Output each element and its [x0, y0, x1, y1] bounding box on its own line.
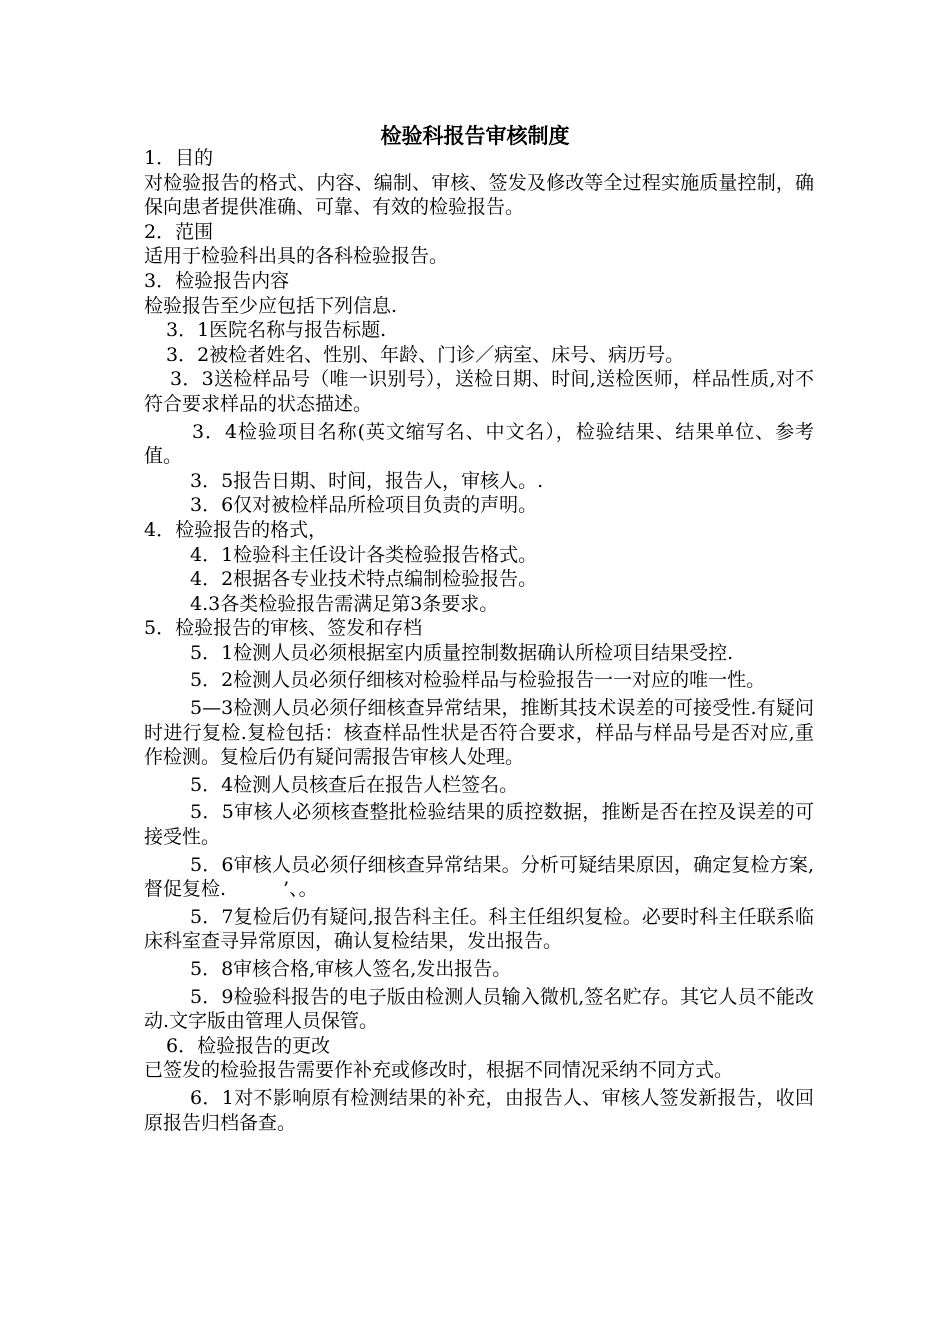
list-item: 3．3送检样品号（唯一识别号），送检日期、时间,送检医师，样品性质,对不符合要求样品的状态描述。	[144, 368, 814, 415]
document-body	[144, 146, 814, 1135]
paragraph: 检验报告至少应包括下列信息.	[144, 294, 398, 317]
list-item: 5．6审核人员必须仔细核查异常结果。分析可疑结果原因，确定复检方案,督促复检. ’、。	[144, 853, 814, 901]
section-heading: 1．目的	[144, 147, 214, 169]
list-item: 4．1检验科主任设计各类检验报告格式。	[190, 543, 538, 566]
list-item: 5—3检测人员必须仔细核查异常结果，推断其技术误差的可接受性.有疑问时进行复检.复检包括：核查样品性状是否符合要求，样品与样品号是否对应,重作检测。复检后仍有疑问需报告审核人处理。	[144, 697, 814, 769]
list-item: 4.3各类检验报告需满足第3条要求。	[190, 592, 499, 615]
list-item: 3．2被检者姓名、性别、年龄、门诊／病室、床号、病历号。	[166, 343, 685, 366]
list-item: 5．7复检后仍有疑问,报告科主任。科主任组织复检。必要时科主任联系临床科室查寻异常原因，确认复检结果，发出报告。	[144, 905, 814, 953]
section-heading: 2．范围	[144, 220, 214, 243]
section-heading: 3．检验报告内容	[144, 269, 290, 292]
list-item: 5．5审核人必须核查整批检验结果的质控数据，推断是否在控及误差的可接受性。	[144, 801, 814, 849]
list-item: 6．1对不影响原有检测结果的补充，由报告人、审核人签发新报告，收回原报告归档备查。	[144, 1086, 814, 1134]
list-item: 5．9检验科报告的电子版由检测人员输入微机,签名贮存。其它人员不能改动.文字版由管理人员保管。	[144, 985, 814, 1033]
list-item: 5．8审核合格,审核人签名,发出报告。	[190, 958, 512, 980]
list-item: 3．4检验项目名称(英文缩写名、中文名），检验结果、结果单位、参考值。	[144, 420, 814, 468]
list-item: 3．5报告日期、时间，报告人，审核人。.	[190, 469, 544, 492]
paragraph: 适用于检验科出具的各科检验报告。	[144, 245, 449, 268]
section-heading: 6．检验报告的更改	[166, 1034, 331, 1057]
list-item: 5．2检测人员必须仔细核对检验样品与检验报告一一对应的唯一性。	[190, 669, 766, 692]
paragraph: 已签发的检验报告需要作补充或修改时，根据不同情况采纳不同方式。	[144, 1059, 734, 1082]
section-heading: 4．检验报告的格式，	[144, 518, 328, 541]
section-heading: 5．检验报告的审核、签发和存档	[144, 617, 423, 640]
paragraph: 对检验报告的格式、内容、编制、审核、签发及修改等全过程实施质量控制，确保向患者提供准确、可靠、有效的检验报告。	[144, 171, 814, 219]
list-item: 3．6仅对被检样品所检项目负责的声明。	[190, 494, 538, 517]
list-item: 3．1医院名称与报告标题.	[166, 319, 387, 342]
document-title: 检验科报告审核制度	[380, 124, 570, 148]
list-item: 5．4检测人员核查后在报告人栏签名。	[190, 773, 519, 796]
list-item: 4．2根据各专业技术特点编制检验报告。	[190, 568, 538, 591]
list-item: 5．1检测人员必须根据室内质量控制数据确认所检项目结果受控.	[190, 641, 734, 664]
